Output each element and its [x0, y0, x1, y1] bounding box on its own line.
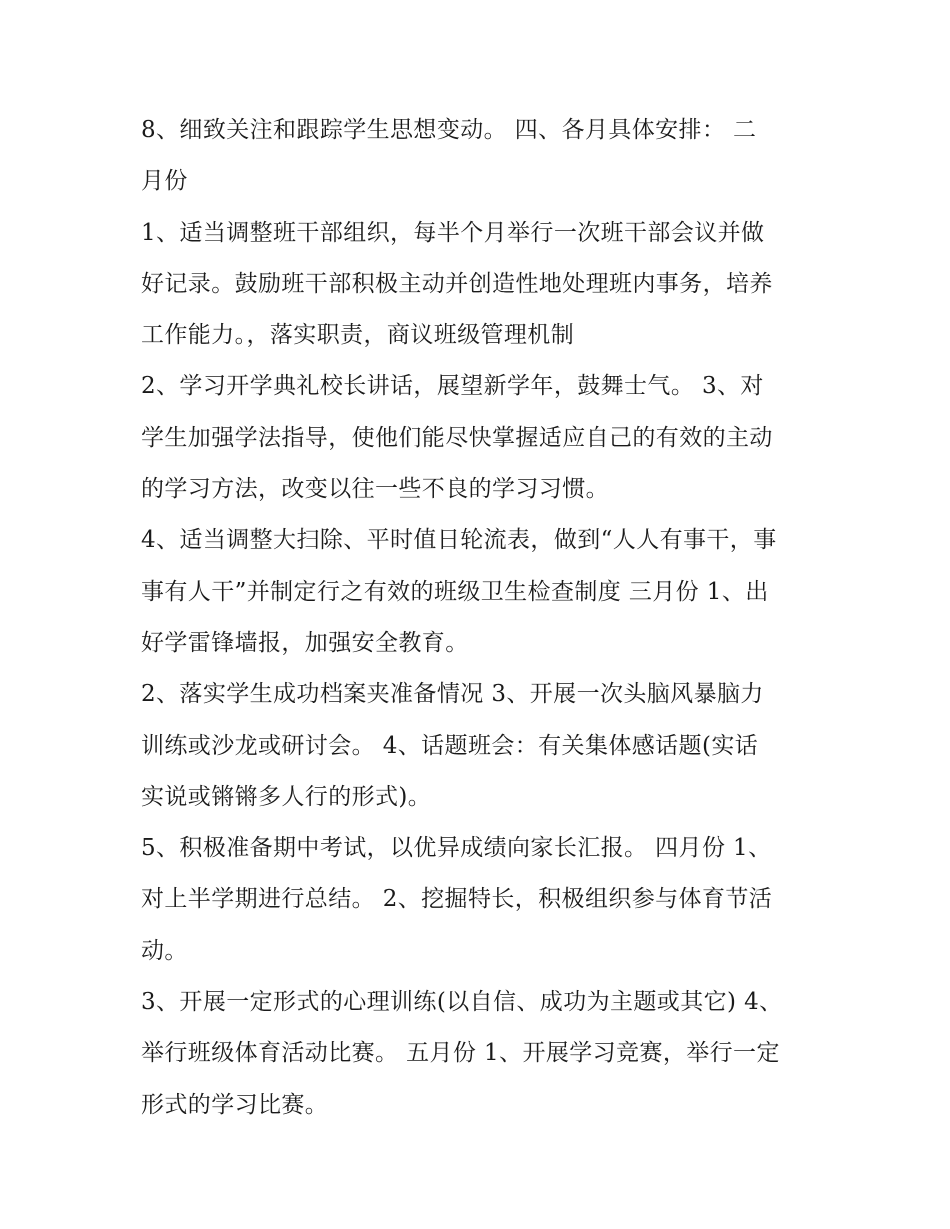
text-line: 形式的学习比赛。 [141, 1091, 329, 1118]
text-line: 1、适当调整班干部组织，每半个月举行一次班干部会议并做 [141, 219, 765, 246]
text-line: 对上半学期进行总结。 2、挖掘特长，积极组织参与体育节活 [141, 886, 773, 913]
text-line: 3、开展一定形式的心理训练(以自信、成功为主题或其它) 4、 [141, 989, 783, 1016]
text-line: 8、细致关注和跟踪学生思想变动。 四、各月具体安排： 二 [141, 117, 757, 143]
text-line: 2、落实学生成功档案夹准备情况 3、开展一次头脑风暴脑力 [141, 681, 764, 708]
text-line: 事有人干”并制定行之有效的班级卫生检查制度 三月份 1、出 [141, 578, 769, 605]
text-line: 好学雷锋墙报，加强安全教育。 [141, 629, 469, 656]
text-line: 月份 [141, 168, 188, 195]
document-body [141, 105, 821, 1131]
text-line: 实说或锵锵多人行的形式)。 [141, 783, 432, 810]
text-line: 好记录。鼓励班干部积极主动并创造性地处理班内事务，培养 [141, 270, 773, 297]
text-line: 训练或沙龙或研讨会。 4、话题班会：有关集体感话题(实话 [141, 732, 759, 759]
text-line: 5、积极准备期中考试，以优异成绩向家长汇报。 四月份 1、 [141, 835, 772, 862]
text-line: 工作能力。，落实职责，商议班级管理机制 [141, 322, 575, 349]
text-line: 动。 [141, 937, 188, 964]
text-line: 学生加强学法指导，使他们能尽快掌握适应自己的有效的主动 [141, 424, 773, 451]
text-line: 2、学习开学典礼校长讲话，展望新学年，鼓舞士气。 3、对 [141, 373, 764, 400]
text-line: 的学习方法，改变以往一些不良的学习习惯。 [141, 476, 609, 503]
text-line: 4、适当调整大扫除、平时值日轮流表，做到“人人有事干，事 [141, 527, 777, 554]
text-line: 举行班级体育活动比赛。 五月份 1、开展学习竞赛，举行一定 [141, 1040, 780, 1067]
